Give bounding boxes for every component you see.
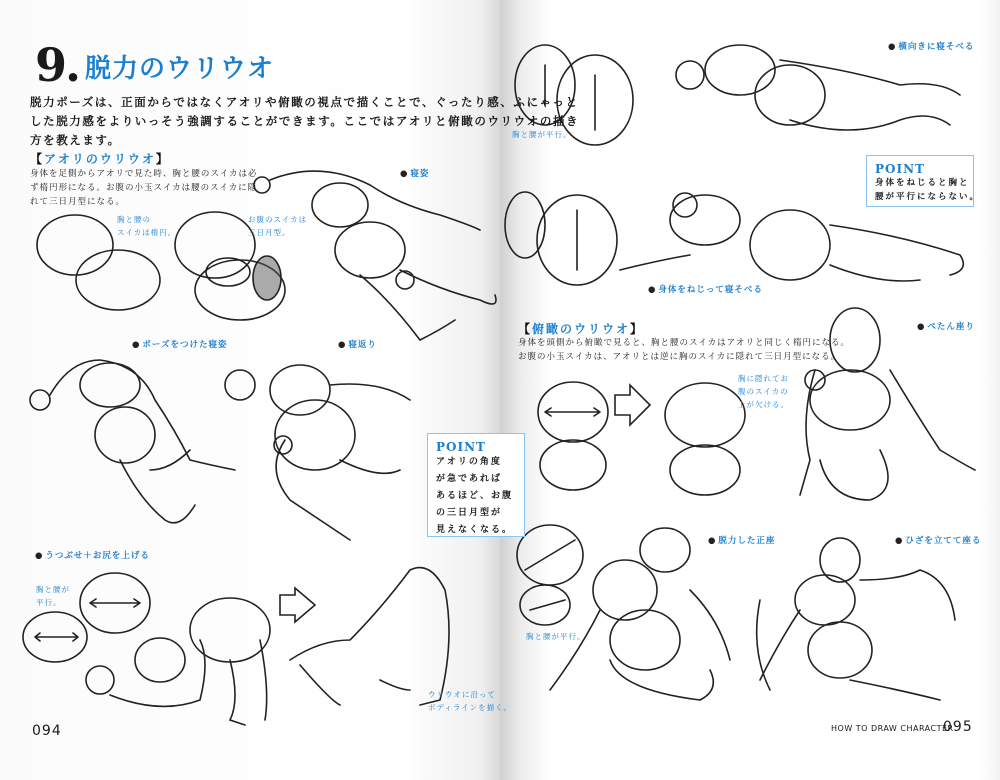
section-heading-text: 俯瞰のウリウオ [532, 322, 631, 336]
note-line: 胸と腰が [36, 585, 70, 594]
point-body [436, 454, 516, 539]
fukan-diagram [538, 382, 745, 495]
limp-seiza-sketch [550, 528, 730, 700]
label-twisted-lying: ● 身体をねじって寝そべる [648, 283, 763, 295]
body-line: お腹の小玉スイカは、アオリとは逆に胸のスイカに隠れて三日月型になる。 [518, 352, 841, 362]
label-rolling: ● 寝返り [338, 338, 377, 350]
note-hidden-belly [738, 372, 789, 411]
body-line: ず楕円形になる。お腹の小玉スイカは腰のスイカに隠 [30, 183, 258, 193]
footer-book-title: HOW TO DRAW CHARACTER [831, 724, 954, 733]
prone-figure-sketch [86, 598, 270, 725]
point-heading: POINT [436, 440, 486, 454]
note-line: スイカは楕円。 [117, 228, 177, 237]
point-line: アオリの角度 [436, 457, 502, 467]
intro-line: 脱力ポーズは、正面からではなくアオリや俯瞰の視点で描くことで、ぐったり感、ふにゃっと [30, 95, 579, 109]
label-knees-up-sitting: ● ひざを立てて座る [895, 534, 981, 546]
point-box-left [427, 433, 525, 537]
note-parallel-bottom: 胸と腰が平行。 [526, 632, 586, 641]
point-line: の三日月型が [436, 508, 503, 518]
note-chest-waist [117, 213, 176, 239]
point-line: 腰が平行にならない。 [875, 192, 981, 202]
point-heading: POINT [875, 162, 925, 176]
lying-sideways-sketch [515, 45, 960, 145]
point-line: 見えなくなる。 [436, 525, 514, 535]
note-parallel-top: 胸と腰が平行。 [512, 130, 572, 139]
label-prone-hips-up: ● うつぶせ＋お尻を上げる [35, 549, 150, 561]
bracket: 【 [30, 152, 45, 166]
note-line: 胸と腰の [117, 215, 151, 224]
point-body [875, 176, 981, 204]
note-belly [248, 213, 307, 239]
note-line: 腹のスイカの [738, 387, 789, 396]
intro-line: 方を教えます。 [30, 133, 121, 147]
note-line: ボディラインを描く。 [428, 703, 513, 712]
bracket: 】 [155, 152, 170, 166]
body-line: 身体を足側からアオリで見た時、胸と腰のスイカは必 [30, 169, 258, 179]
bracket: 】 [630, 322, 645, 336]
label-limp-seiza: ● 脱力した正座 [708, 534, 775, 546]
section-heading-fukan [518, 320, 644, 337]
note-line: ウリウオに沿って [428, 690, 496, 699]
note-parallel [36, 583, 70, 609]
label-petan-sitting: ● ぺたん座り [917, 320, 975, 332]
point-line: が急であれば [436, 474, 503, 484]
point-line: あるほど、お腹 [436, 491, 514, 501]
intro-paragraph [30, 93, 579, 150]
knees-up-sitting-sketch [757, 538, 955, 700]
label-posed-sleeping: ● ポーズをつけた寝姿 [132, 338, 228, 350]
intro-line: した脱力感をよりいっそう強調することができます。ここではアオリと俯瞰のウリウオの描き [30, 114, 580, 128]
prone-bodyline-sketch [290, 568, 449, 706]
section-number: 9. [35, 38, 80, 92]
posed-sleeping-figure-sketch [30, 360, 235, 523]
bracket: 【 [518, 322, 533, 336]
body-line: 身体を頭側から俯瞰で見ると、胸と腰のスイカはアオリと同じく楕円になる。 [518, 338, 850, 348]
note-line: 胸に隠れてお [738, 374, 789, 383]
note-line: 三日月型。 [248, 228, 291, 237]
label-lying-sideways: ● 横向きに寝そべる [888, 40, 974, 52]
page-number-left: 094 [32, 723, 62, 739]
page-number-right: 095 [943, 719, 973, 735]
sleeping-figure-sketch [254, 171, 496, 340]
rolling-figure-sketch [225, 365, 410, 540]
section-heading-aori [30, 150, 170, 167]
limp-seiza-diagram [517, 525, 583, 625]
section-body-aori [30, 167, 258, 209]
note-line: 平行。 [36, 598, 62, 607]
label-sleeping: ● 寝姿 [400, 167, 429, 179]
point-line: 身体をねじると胸と [875, 178, 970, 188]
section-heading-text: アオリのウリウオ [44, 152, 156, 166]
point-box-right [866, 155, 981, 207]
page-title: 脱力のウリウオ [85, 54, 275, 84]
body-line: れて三日月型になる。 [30, 197, 126, 207]
note-line: 上が欠ける。 [738, 400, 789, 409]
note-line: お腹のスイカは [248, 215, 308, 224]
section-body-fukan [518, 336, 850, 364]
note-bodyline [428, 688, 512, 714]
